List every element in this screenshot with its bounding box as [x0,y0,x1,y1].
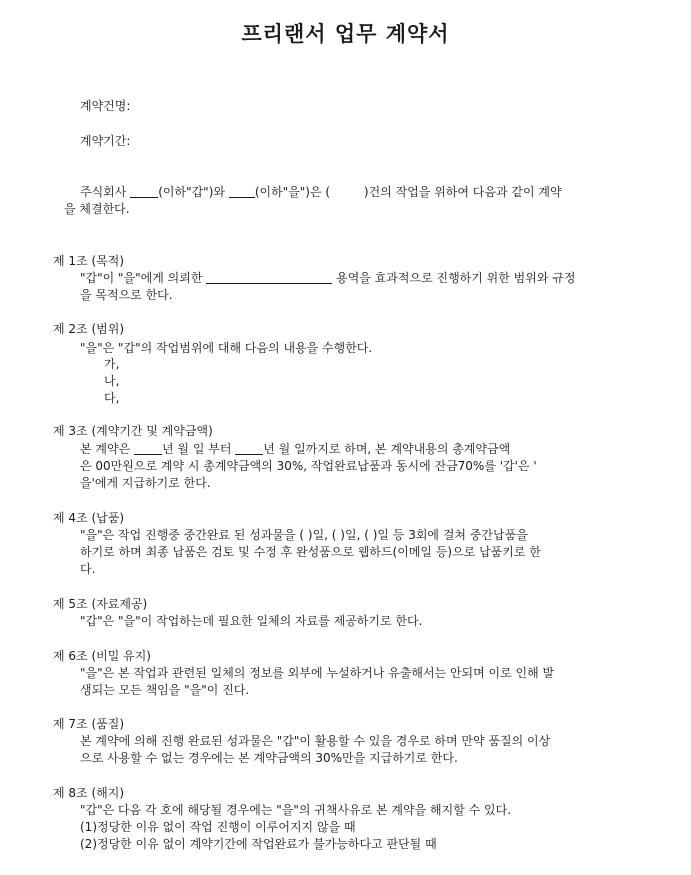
blank-field-start-year [134,442,162,455]
article-1-text-a: "갑"이 "을"에게 의뢰한 [80,271,203,285]
document-title: 프리랜서 업무 계약서 [241,22,450,46]
intro-line-2: 을 체결한다. [64,202,130,216]
article-4-line-2: 하기로 하며 최종 납품은 검토 및 수정 후 완성품으로 웹하드(이메일 등)으로 납품키로 한 [80,545,541,559]
article-2-item: 나, [104,374,120,388]
intro-party-a-label: (이하"갑")와 [158,185,225,199]
article-1-line-1 [80,270,575,287]
article-5-line-1: "갑"은 "을"이 작업하는데 필요한 일체의 자료를 제공하기로 한다. [80,614,423,628]
article-3-heading: 제 3조 (계약기간 및 계약금액) [53,424,213,438]
article-8-line-3: (2)정당한 이유 없이 계약기간에 작업완료가 불가능하다고 판단될 때 [80,837,437,851]
article-2-item: 다, [104,391,120,405]
blank-field-end-year [235,442,263,455]
intro-line-1 [80,184,562,201]
article-1-line-2: 을 목적으로 한다. [80,288,173,302]
article-3-line-3: 을'에게 지급하기로 한다. [80,476,211,490]
blank-field-party-b [229,185,255,198]
article-6-line-1: "을"은 본 작업과 관련된 일체의 정보를 외부에 누설하거나 유출해서는 안되며 이로 인해 발 [80,666,555,680]
article-4-line-1: "을"은 작업 진행중 중간완료 된 성과물을 ( )일, ( )일, ( )일 등 3회에 걸쳐 중간납품을 [80,528,528,542]
article-7-line-1: 본 계약에 의해 진행 완료된 성과물은 "갑"이 활용할 수 있을 경우로 하며 만약 품질의 이상 [80,734,551,748]
article-3-line-1 [80,441,510,458]
article-7-line-2: 으로 사용할 수 없는 경우에는 본 계약금액의 30%만을 지급하기로 한다. [80,751,458,765]
blank-field-party-a [130,185,158,198]
intro-purpose-text: )건의 작업을 위하여 다음과 같이 계약 [363,185,562,199]
blank-field-service [206,271,332,284]
article-1-heading: 제 1조 (목적) [53,254,124,268]
article-8-heading: 제 8조 (해지) [53,786,124,800]
intro-party-b-label: (이하"을")은 ( [254,185,331,199]
article-7-heading: 제 7조 (품질) [53,717,124,731]
article-2-heading: 제 2조 (범위) [53,322,124,336]
article-3-line-2: 은 00만원으로 계약 시 총계약금액의 30%, 작업완료납품과 동시에 잔금70%를 '갑'은 ' [80,459,537,473]
article-3-text-b: 년 월 일 부터 [162,442,232,456]
article-4-line-3: 다. [80,562,96,576]
article-2-line-1: "을"은 "갑"의 작업범위에 대해 다음의 내용을 수행한다. [80,341,373,355]
article-3-text-a: 본 계약은 [80,442,131,456]
article-8-line-2: (1)정당한 이유 없이 작업 진행이 이루어지지 않을 때 [80,820,356,834]
article-8-line-1: "갑"은 다음 각 호에 해당될 경우에는 "을"의 귀책사유로 본 계약을 해지할 수 있다. [80,803,512,817]
article-3-text-c: 년 월 일까지로 하며, 본 계약내용의 총계약금액 [263,442,511,456]
article-1-text-b: 용역을 효과적으로 진행하기 위한 범위와 규정 [336,271,576,285]
article-2-item: 가, [104,357,120,371]
article-5-heading: 제 5조 (자료제공) [53,597,148,611]
article-6-heading: 제 6조 (비밀 유지) [53,649,151,663]
contract-period-label: 계약기간: [80,134,131,148]
intro-company-label: 주식회사 [80,185,127,199]
article-4-heading: 제 4조 (납품) [53,511,124,525]
contract-name-label: 계약건명: [80,99,131,113]
article-6-line-2: 생되는 모든 책임을 "을"이 진다. [80,683,250,697]
